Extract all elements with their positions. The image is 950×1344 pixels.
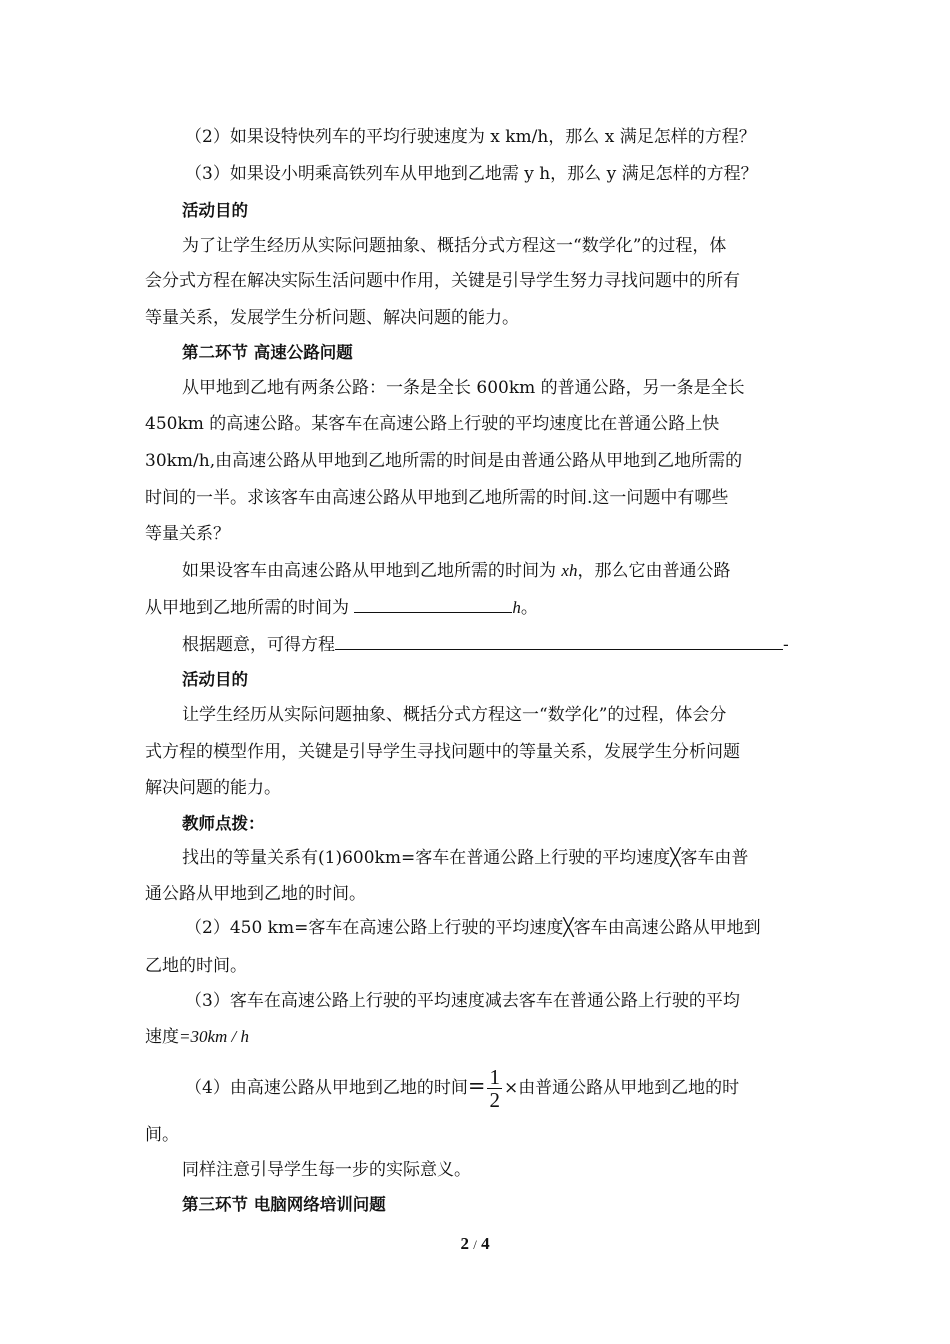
heading-activity-goal-1: 活动目的 <box>182 201 248 220</box>
fraction-one-half: $\frac{1}{2}$ <box>489 1065 500 1112</box>
paragraph-line: 找出的等量关系有(1)600km=客车在普通公路上行驶的平均速度╳客车由普 <box>182 848 749 868</box>
paragraph-line: 450km 的高速公路。某客车在高速公路上行驶的平均速度比在普通公路上快 <box>145 414 720 434</box>
paragraph-line: 通公路从甲地到乙地的时间。 <box>145 884 366 904</box>
paragraph-line: 等量关系？ <box>145 524 230 544</box>
page-number: 2 / 4 <box>460 1234 490 1253</box>
question-2: （2）如果设特快列车的平均行驶速度为 x km/h，那么 x 满足怎样的方程？ <box>185 127 756 147</box>
paragraph-line: 根据题意，可得方程 - <box>182 635 789 655</box>
paragraph-line-fraction: （4）由高速公路从甲地到乙地的时间= $\frac{1}{2}$ ×由普通公路从甲地到乙地的时 <box>185 1065 740 1112</box>
paragraph-line: （2）450 km=客车在高速公路上行驶的平均速度╳客车由高速公路从甲地到 <box>185 918 761 938</box>
paragraph-line: 如果设客车由高速公路从甲地到乙地所需的时间为 xh，那么它由普通公路 <box>182 561 731 581</box>
paragraph-line: 会分式方程在解决实际生活问题中作用，关键是引导学生努力寻找问题中的所有 <box>145 271 740 291</box>
paragraph-line: 等量关系，发展学生分析问题、解决问题的能力。 <box>145 308 519 328</box>
paragraph-line: 从甲地到乙地所需的时间为 h。 <box>145 598 538 618</box>
paragraph-line: 同样注意引导学生每一步的实际意义。 <box>182 1160 471 1180</box>
paragraph-line: 速度=30km / h <box>145 1027 250 1047</box>
fill-blank <box>354 596 512 613</box>
paragraph-line: （3）客车在高速公路上行驶的平均速度减去客车在普通公路上行驶的平均 <box>185 991 740 1011</box>
fill-blank <box>335 633 783 650</box>
math-expression: =30km / h <box>179 1027 250 1046</box>
heading-teacher-tips: 教师点拨： <box>182 814 265 833</box>
paragraph-line: 时间的一半。求该客车由高速公路从甲地到乙地所需的时间.这一问题中有哪些 <box>145 488 729 508</box>
paragraph-line: 30km/h,由高速公路从甲地到乙地所需的时间是由普通公路从甲地到乙地所需的 <box>145 451 743 471</box>
paragraph-line: 乙地的时间。 <box>145 956 247 976</box>
paragraph-line: 间。 <box>145 1125 179 1145</box>
paragraph-line: 让学生经历从实际问题抽象、概括分式方程这一“数学化”的过程，体会分 <box>182 705 727 725</box>
question-3: （3）如果设小明乘高铁列车从甲地到乙地需 y h，那么 y 满足怎样的方程？ <box>185 164 758 184</box>
heading-section-2: 第二环节 高速公路问题 <box>182 343 353 362</box>
heading-activity-goal-2: 活动目的 <box>182 670 248 689</box>
heading-section-3: 第三环节 电脑网络培训问题 <box>182 1195 386 1214</box>
paragraph-line: 为了让学生经历从实际问题抽象、概括分式方程这一“数学化”的过程，体 <box>182 236 727 256</box>
paragraph-line: 从甲地到乙地有两条公路：一条是全长 600km 的普通公路，另一条是全长 <box>182 378 745 398</box>
variable-xh: xh <box>561 561 578 580</box>
paragraph-line: 解决问题的能力。 <box>145 778 281 798</box>
paragraph-line: 式方程的模型作用，关键是引导学生寻找问题中的等量关系，发展学生分析问题 <box>145 742 740 762</box>
